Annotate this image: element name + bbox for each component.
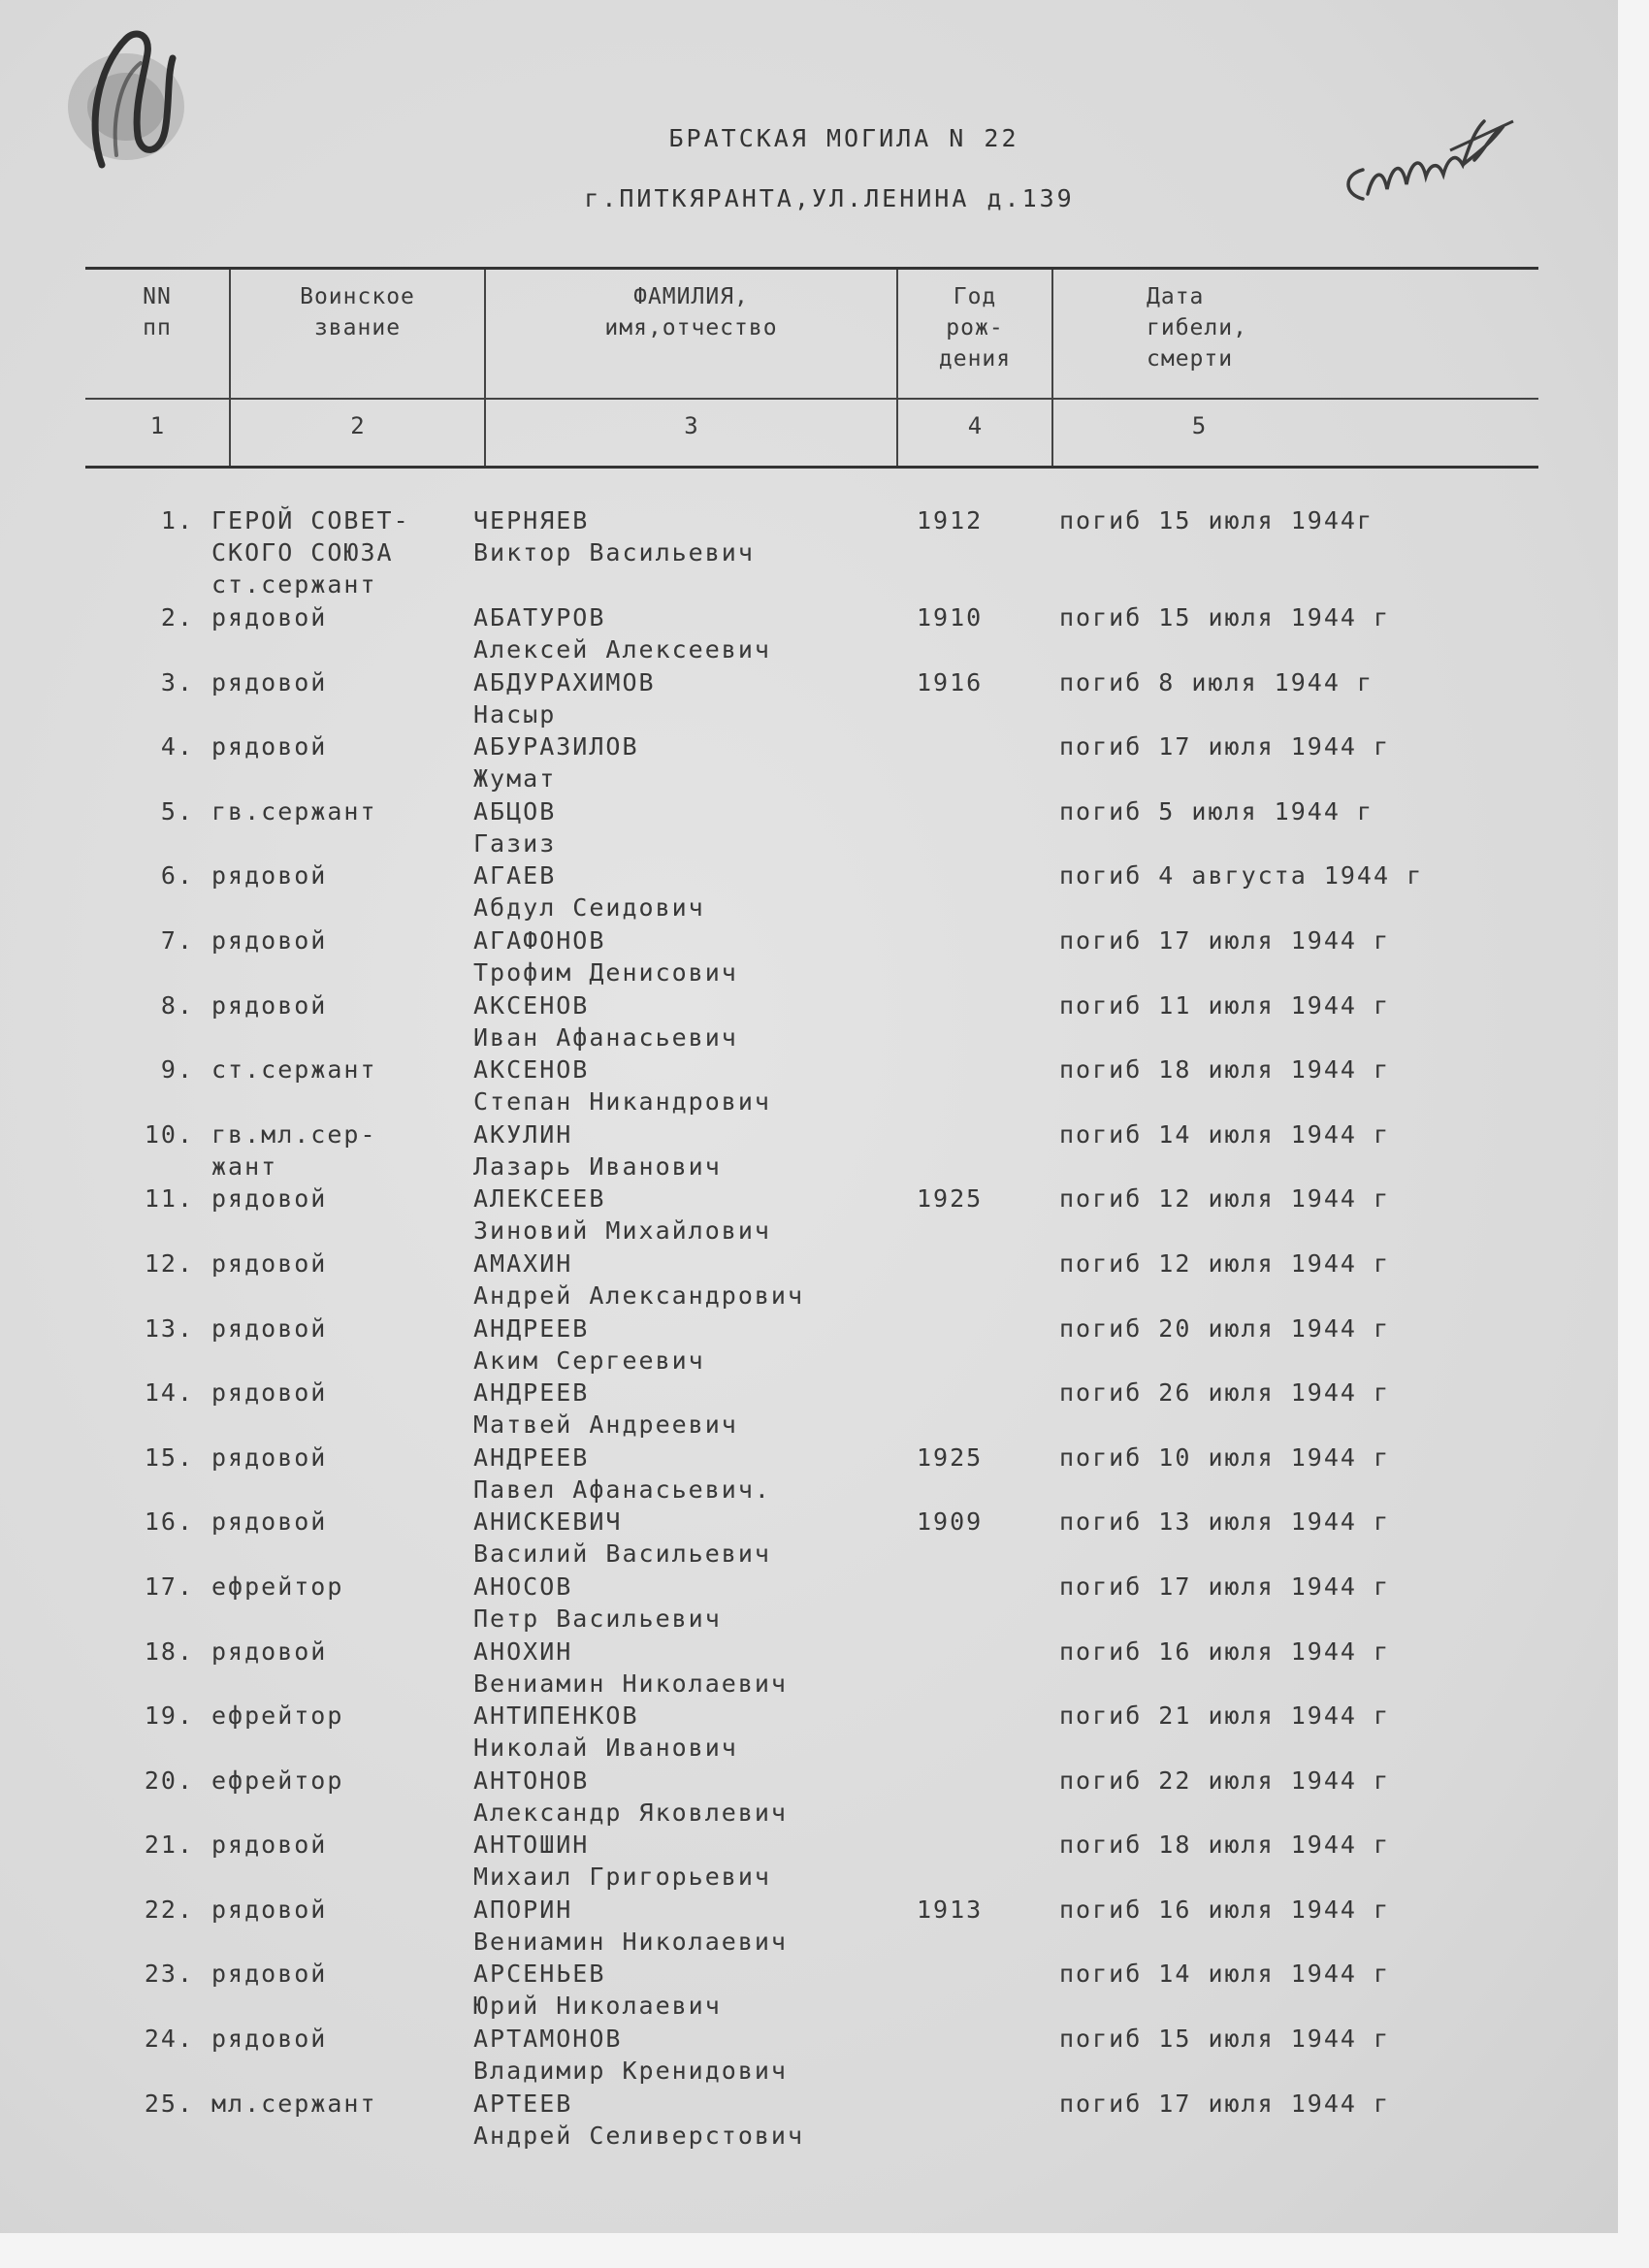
military-rank: рядовой [211,1895,328,1924]
given-name: Трофим Денисович [473,957,738,987]
entry-number: 21. [144,1831,194,1860]
surname: АНДРЕЕВ [473,1442,590,1472]
surname: АНДРЕЕВ [473,1313,590,1343]
list-item [0,795,1649,860]
death-date: погиб 26 июля 1944 г [1059,1378,1391,1408]
surname: АНТОШИН [473,1831,590,1860]
military-rank: рядовой [211,1248,328,1278]
burial-list [0,504,1649,2152]
document-title: БРАТСКАЯ МОГИЛА N 22 [668,124,1019,152]
entry-number: 8. [160,990,194,1020]
entry-number: 3. [160,667,194,697]
military-rank: ефрейтор [211,1571,344,1601]
death-date: погиб 10 июля 1944 г [1059,1442,1391,1472]
military-rank: гв.сержант [211,796,377,826]
surname: АБЦОВ [473,796,557,826]
given-name: Андрей Александрович [473,1280,805,1310]
given-name: Владимир Кренидович [473,2057,788,2086]
surname: АНОСОВ [473,1571,573,1601]
military-rank: рядовой [211,1442,328,1472]
given-name: Иван Афанасьевич [473,1022,738,1052]
given-name: Аким Сергеевич [473,1345,705,1375]
handwritten-signature [1329,107,1523,223]
list-item [0,2023,1649,2088]
given-name: Лазарь Иванович [473,1151,722,1181]
birth-year: 1912 [917,506,984,535]
given-name: Жумат [473,764,557,794]
death-date: погиб 17 июля 1944 г [1059,2089,1391,2118]
death-date: погиб 15 июля 1944г [1059,506,1374,535]
birth-year: 1925 [917,1442,984,1472]
death-date: погиб 8 июля 1944 г [1059,667,1374,697]
death-date: погиб 22 июля 1944 г [1059,1766,1391,1795]
given-name: Насыр [473,699,557,729]
given-name: Абдул Сеидович [473,893,705,923]
death-date: погиб 5 июля 1944 г [1059,796,1374,826]
list-item [0,1700,1649,1765]
surname: АКСЕНОВ [473,1055,590,1085]
surname: АКУЛИН [473,1119,573,1149]
death-date: погиб 15 июля 1944 г [1059,2025,1391,2054]
military-rank: рядовой [211,990,328,1020]
given-name: Павел Афанасьевич. [473,1474,771,1504]
entry-number: 18. [144,1636,194,1666]
death-date: погиб 13 июля 1944 г [1059,1507,1391,1537]
list-item [0,1894,1649,1959]
military-rank: рядовой [211,1636,328,1666]
military-rank: рядовой [211,732,328,761]
military-rank: рядовой [211,2025,328,2054]
table-header [85,267,1538,469]
military-rank: рядовой [211,861,328,891]
list-item [0,730,1649,795]
entry-number: 1. [160,506,194,535]
header-rank: Воинское звание [300,284,415,340]
header-death-date: Дата гибели, смерти [1147,284,1247,372]
death-date: погиб 16 июля 1944 г [1059,1636,1391,1666]
surname: АГАЕВ [473,861,557,891]
list-item [0,666,1649,731]
given-name: Андрей Селиверстович [473,2121,805,2150]
death-date: погиб 18 июля 1944 г [1059,1831,1391,1860]
given-name: Василий Васильевич [473,1539,771,1569]
surname: АНИСКЕВИЧ [473,1507,623,1537]
entry-number: 10. [144,1119,194,1149]
list-item [0,924,1649,989]
surname: АБАТУРОВ [473,603,606,632]
military-rank: жант [211,1151,278,1181]
entry-number: 25. [144,2089,194,2118]
column-number: 3 [684,412,698,439]
military-rank: рядовой [211,667,328,697]
given-name: Алексей Алексеевич [473,635,771,664]
death-date: погиб 17 июля 1944 г [1059,925,1391,955]
list-item [0,1183,1649,1247]
entry-number: 12. [144,1248,194,1278]
entry-number: 19. [144,1701,194,1731]
given-name: Михаил Григорьевич [473,1863,771,1892]
entry-number: 24. [144,2025,194,2054]
list-item [0,989,1649,1054]
given-name: Степан Никандрович [473,1087,771,1117]
surname: АНТИПЕНКОВ [473,1701,639,1731]
military-rank: СКОГО СОЮЗА [211,538,394,567]
given-name: Газиз [473,828,557,858]
military-rank: рядовой [211,603,328,632]
entry-number: 16. [144,1507,194,1537]
military-rank: ст.сержант [211,570,377,599]
surname: АЛЕКСЕЕВ [473,1184,606,1214]
death-date: погиб 17 июля 1944 г [1059,732,1391,761]
birth-year: 1910 [917,603,984,632]
surname: АБУРАЗИЛОВ [473,732,639,761]
military-rank: ст.сержант [211,1055,377,1085]
list-item [0,1958,1649,2023]
military-rank: ГЕРОЙ СОВЕТ- [211,506,410,535]
death-date: погиб 20 июля 1944 г [1059,1313,1391,1343]
given-name: Юрий Николаевич [473,1992,722,2021]
death-date: погиб 16 июля 1944 г [1059,1895,1391,1924]
military-rank: рядовой [211,1184,328,1214]
military-rank: ефрейтор [211,1701,344,1731]
given-name: Вениамин Николаевич [473,1927,788,1956]
death-date: погиб 18 июля 1944 г [1059,1055,1391,1085]
military-rank: рядовой [211,1831,328,1860]
surname: АРСЕНЬЕВ [473,1960,606,1989]
military-rank: ефрейтор [211,1766,344,1795]
death-date: погиб 17 июля 1944 г [1059,1571,1391,1601]
entry-number: 2. [160,603,194,632]
surname: АМАХИН [473,1248,573,1278]
surname: АНОХИН [473,1636,573,1666]
column-number: 2 [350,412,365,439]
entry-number: 23. [144,1960,194,1989]
column-number: 4 [967,412,983,439]
death-date: погиб 12 июля 1944 г [1059,1248,1391,1278]
list-item [0,1636,1649,1701]
entry-number: 5. [160,796,194,826]
list-item [0,1765,1649,1830]
given-name: Вениамин Николаевич [473,1669,788,1698]
entry-number: 14. [144,1378,194,1408]
given-name: Александр Яковлевич [473,1798,788,1827]
military-rank: мл.сержант [211,2089,377,2118]
military-rank: рядовой [211,1507,328,1537]
birth-year: 1913 [917,1895,984,1924]
given-name: Петр Васильевич [473,1604,722,1633]
header-name: ФАМИЛИЯ, имя,отчество [604,284,778,340]
entry-number: 4. [160,732,194,761]
column-number: 5 [1191,412,1207,439]
surname: АПОРИН [473,1895,573,1924]
entry-number: 20. [144,1766,194,1795]
given-name: Виктор Васильевич [473,538,755,567]
entry-number: 6. [160,861,194,891]
death-date: погиб 4 августа 1944 г [1059,861,1424,891]
death-date: погиб 14 июля 1944 г [1059,1960,1391,1989]
document-address: г.ПИТКЯРАНТА,УЛ.ЛЕНИНА д.139 [584,184,1075,212]
entry-number: 22. [144,1895,194,1924]
surname: АГАФОНОВ [473,925,606,955]
surname: АРТЕЕВ [473,2089,573,2118]
header-divider [85,398,1538,400]
list-item [0,2088,1649,2153]
military-rank: рядовой [211,1960,328,1989]
list-item [0,1312,1649,1377]
entry-number: 7. [160,925,194,955]
entry-number: 9. [160,1055,194,1085]
header-nn: NN пп [143,284,172,340]
death-date: погиб 11 июля 1944 г [1059,990,1391,1020]
column-number: 1 [149,412,165,439]
death-date: погиб 12 июля 1944 г [1059,1184,1391,1214]
military-rank: рядовой [211,1378,328,1408]
scan-edge-bottom [0,2233,1649,2268]
list-item [0,1829,1649,1894]
death-date: погиб 14 июля 1944 г [1059,1119,1391,1149]
header-birth-year: Год рож- дения [938,284,1012,372]
list-item [0,601,1649,666]
list-item [0,1247,1649,1312]
entry-number: 17. [144,1571,194,1601]
list-item [0,1377,1649,1442]
entry-number: 11. [144,1184,194,1214]
birth-year: 1909 [917,1507,984,1537]
list-item [0,1506,1649,1571]
list-item [0,1442,1649,1507]
military-rank: рядовой [211,925,328,955]
military-rank: рядовой [211,1313,328,1343]
surname: АКСЕНОВ [473,990,590,1020]
surname: АНДРЕЕВ [473,1378,590,1408]
list-item [0,504,1649,601]
list-item [0,1571,1649,1636]
list-item [0,1118,1649,1183]
surname: ЧЕРНЯЕВ [473,506,590,535]
birth-year: 1925 [917,1184,984,1214]
entry-number: 13. [144,1313,194,1343]
death-date: погиб 15 июля 1944 г [1059,603,1391,632]
given-name: Николай Иванович [473,1733,738,1763]
list-item [0,1053,1649,1118]
given-name: Зиновий Михайлович [473,1216,771,1246]
military-rank: гв.мл.сер- [211,1119,377,1149]
surname: АБДУРАХИМОВ [473,667,656,697]
given-name: Матвей Андреевич [473,1410,738,1440]
list-item [0,859,1649,924]
surname: АРТАМОНОВ [473,2025,623,2054]
entry-number: 15. [144,1442,194,1472]
death-date: погиб 21 июля 1944 г [1059,1701,1391,1731]
surname: АНТОНОВ [473,1766,590,1795]
birth-year: 1916 [917,667,984,697]
